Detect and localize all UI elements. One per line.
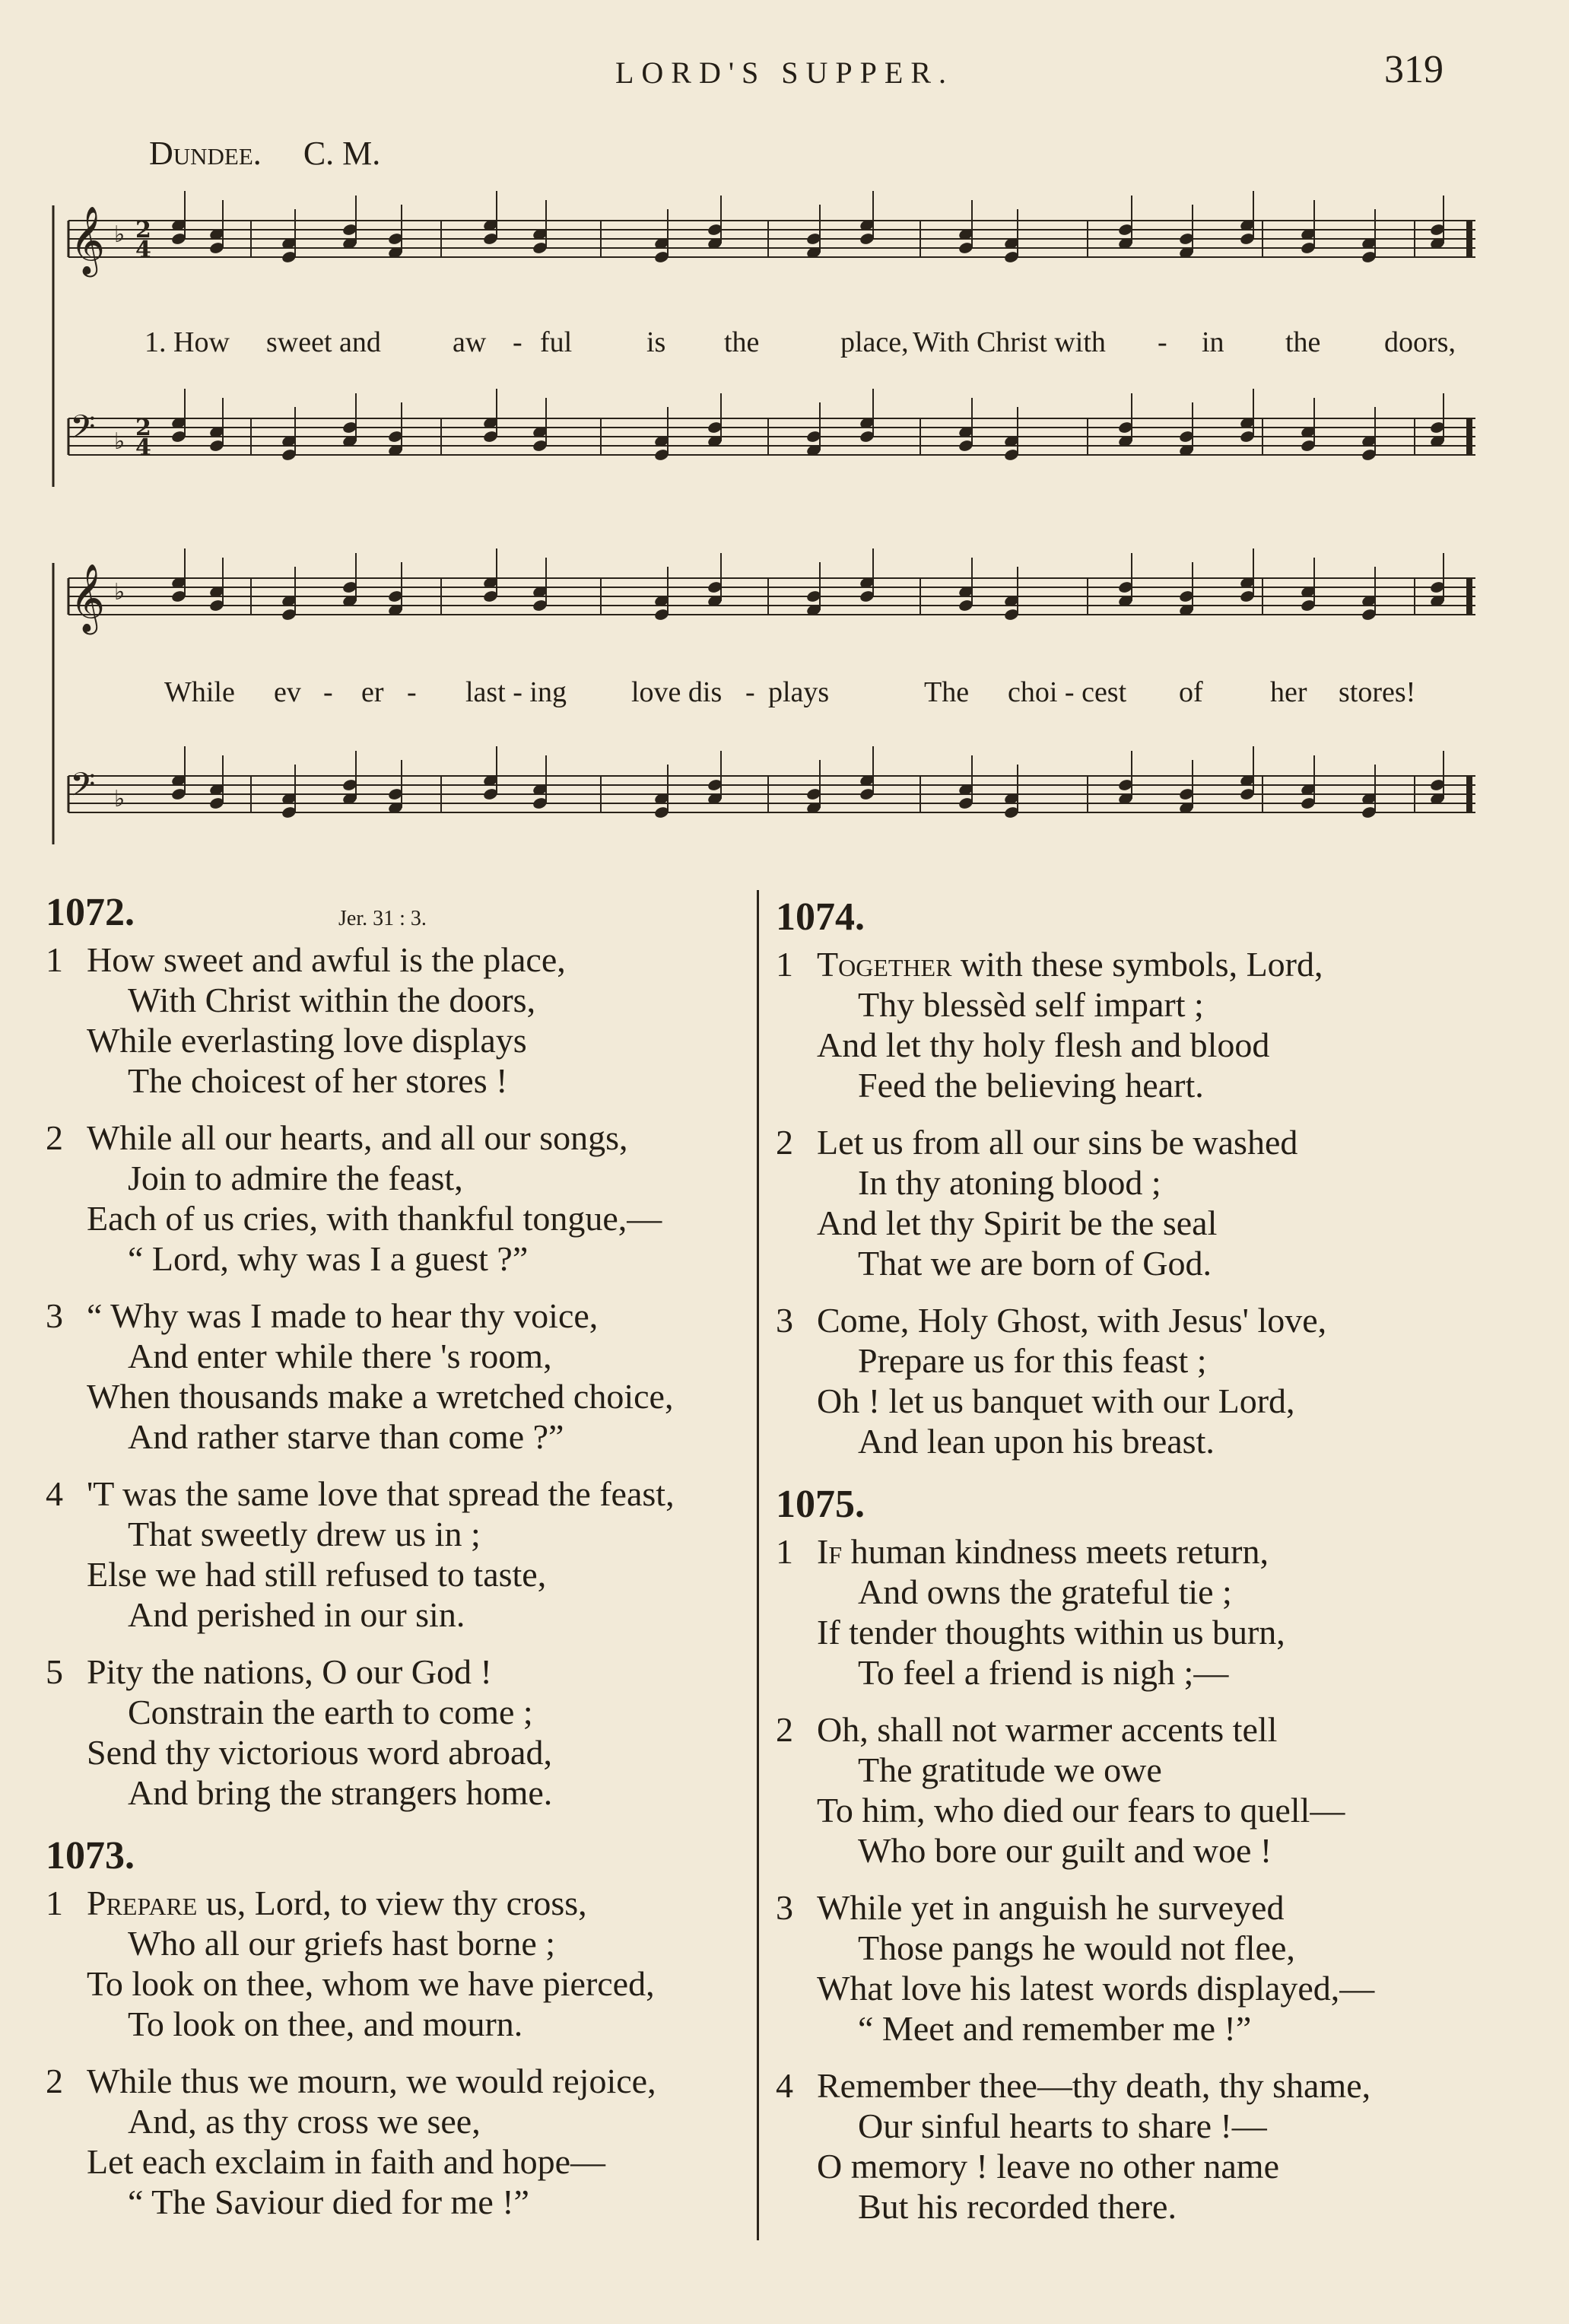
- verse-line: [46, 1732, 753, 1772]
- line-text: Our sinful hearts to share !—: [858, 2106, 1267, 2145]
- lyric-syllable: in: [1202, 326, 1224, 358]
- stanza-number: 1: [46, 1884, 63, 1922]
- line-text: Prepare us for this feast ;: [858, 1341, 1207, 1380]
- line-text: with these symbols, Lord,: [951, 945, 1323, 984]
- verse-line: [46, 1336, 753, 1376]
- verse-line: [776, 984, 1506, 1025]
- scripture-reference: Jer. 31 : 3.: [338, 907, 427, 930]
- stanza-number: 1: [46, 940, 63, 979]
- line-text: To him, who died our fears to quell—: [817, 1791, 1345, 1830]
- stanza-number: 2: [776, 1710, 793, 1749]
- time-signature-top: 2: [135, 217, 151, 243]
- music-system-2: [46, 540, 1483, 860]
- line-text: The gratitude we owe: [858, 1750, 1162, 1789]
- verse-line: [46, 2101, 753, 2141]
- line-text: Let each exclaim in faith and hope—: [87, 2142, 606, 2181]
- time-signature-top: 2: [135, 415, 151, 441]
- stanza: [776, 1531, 1506, 1693]
- line-text: That we are born of God.: [858, 1244, 1212, 1283]
- lyric-syllable: love dis: [631, 676, 723, 708]
- verse-line: [776, 1381, 1506, 1421]
- verse-line: [46, 1923, 753, 1963]
- verse-line: [46, 1594, 753, 1635]
- lyric-syllable: is: [646, 326, 666, 358]
- verse-line: [46, 1474, 753, 1514]
- verse-line: [46, 1416, 753, 1457]
- line-text: Come, Holy Ghost, with Jesus' love,: [817, 1301, 1327, 1340]
- verse-line: [46, 1376, 753, 1416]
- lyric-syllable: of: [1179, 676, 1203, 708]
- stanza-number: 2: [776, 1123, 793, 1162]
- verse-line: [776, 1887, 1506, 1928]
- hymn-number-text: 1075.: [776, 1483, 865, 1526]
- flat-icon: ♭: [114, 786, 125, 812]
- lyric-syllable: -: [407, 676, 417, 708]
- lyric-syllable: With Christ with: [913, 326, 1106, 358]
- line-text: And, as thy cross we see,: [128, 2102, 481, 2141]
- verse-line: [46, 1963, 753, 2004]
- stanza: [776, 2065, 1506, 2227]
- verse-line: [776, 2065, 1506, 2106]
- hymn-number-text: 1074.: [776, 895, 865, 939]
- tune-title: [149, 134, 380, 173]
- lyric-syllable: -: [323, 676, 333, 708]
- line-text: Else we had still refused to taste,: [87, 1555, 547, 1594]
- stanza: [46, 939, 753, 1101]
- lyric-syllable: -: [1158, 326, 1167, 358]
- line-text: Constrain the earth to come ;: [128, 1693, 533, 1731]
- verse-line: [776, 2008, 1506, 2049]
- line-text: And let thy Spirit be the seal: [817, 1203, 1218, 1242]
- bass-clef-icon: 𝄢: [70, 766, 96, 812]
- line-text: Join to admire the feast,: [128, 1159, 463, 1197]
- line-text: O memory ! leave no other name: [817, 2147, 1279, 2186]
- stanza: [46, 2061, 753, 2222]
- verse-line: [46, 1296, 753, 1336]
- stanza-number: 1: [776, 1532, 793, 1571]
- line-text: How sweet and awful is the place,: [87, 940, 566, 979]
- page-number: 319: [1384, 48, 1444, 91]
- verse-line: [46, 1652, 753, 1692]
- stanza-number: 4: [776, 2066, 793, 2105]
- stanza: [776, 1887, 1506, 2049]
- line-text: “ The Saviour died for me !”: [128, 2183, 529, 2221]
- line-text: “ Lord, why was I a guest ?”: [128, 1239, 529, 1278]
- hymn-1: [46, 1830, 753, 2222]
- verse-line: [46, 1238, 753, 1279]
- stanza-number: 2: [46, 2062, 63, 2100]
- line-text: And perished in our sin.: [128, 1595, 465, 1634]
- stanza-number: 3: [776, 1301, 793, 1340]
- verse-line: [776, 1612, 1506, 1652]
- verse-line: [776, 1025, 1506, 1065]
- line-text: While thus we mourn, we would rejoice,: [87, 2062, 656, 2100]
- line-text: Feed the believing heart.: [858, 1066, 1204, 1105]
- hymn-3: [776, 1478, 1506, 2227]
- verse-line: [776, 1790, 1506, 1830]
- line-text: That sweetly drew us in ;: [128, 1515, 481, 1553]
- verse-line: [46, 1514, 753, 1554]
- line-text: “ Why was I made to hear thy voice,: [87, 1296, 599, 1335]
- verse-line: [46, 2061, 753, 2101]
- hymn-0: [46, 886, 753, 1813]
- line-text: Who bore our guilt and woe !: [858, 1831, 1272, 1870]
- flat-icon: ♭: [114, 428, 125, 455]
- hymn-number: [776, 891, 1506, 944]
- verse-line: [776, 1709, 1506, 1750]
- verse-line: [46, 939, 753, 980]
- lyric-syllable: the: [724, 326, 760, 358]
- verse-line: [776, 1340, 1506, 1381]
- lyric-syllable: the: [1285, 326, 1321, 358]
- lyric-syllable: place,: [840, 326, 909, 358]
- column-divider: [757, 890, 759, 2240]
- verse-line: [776, 1300, 1506, 1340]
- verse-line: [46, 1883, 753, 1923]
- verse-line: [46, 980, 753, 1020]
- stanza: [46, 1474, 753, 1635]
- right-column: [776, 886, 1506, 2243]
- stanza-number: 5: [46, 1652, 63, 1691]
- line-text: Remember thee—thy death, thy shame,: [817, 2066, 1371, 2105]
- verse-line: [776, 1122, 1506, 1162]
- line-text: And rather starve than come ?”: [128, 1417, 564, 1456]
- lyric-syllable: -: [745, 676, 755, 708]
- line-text: Oh ! let us banquet with our Lord,: [817, 1381, 1295, 1420]
- lyric-syllable: choi - cest: [1008, 676, 1127, 708]
- hymn-number-text: 1072.: [46, 891, 135, 934]
- lead-word: Prepare: [87, 1884, 198, 1922]
- lyric-syllable: ful: [540, 326, 573, 358]
- lyric-line-2: [46, 676, 1483, 714]
- line-text: To look on thee, whom we have pierced,: [87, 1964, 655, 2003]
- verse-line: [46, 1772, 753, 1813]
- stanza-number: 3: [776, 1888, 793, 1927]
- verse-line: [46, 1158, 753, 1198]
- running-head: LORD'S SUPPER.: [615, 56, 954, 90]
- treble-clef-icon: 𝄞: [70, 206, 106, 275]
- lyric-syllable: er: [361, 676, 384, 708]
- lyric-syllable: her: [1270, 676, 1307, 708]
- verse-line: [776, 1968, 1506, 2008]
- verse-line: [776, 1243, 1506, 1283]
- stanza: [46, 1296, 753, 1457]
- verse-line: [776, 1830, 1506, 1871]
- verse-line: [776, 1421, 1506, 1461]
- stanza: [776, 1709, 1506, 1871]
- line-text: And owns the grateful tie ;: [858, 1572, 1232, 1611]
- line-text: While yet in anguish he surveyed: [817, 1888, 1285, 1927]
- verse-line: [776, 2106, 1506, 2146]
- left-column: [46, 886, 753, 2239]
- line-text: If tender thoughts within us burn,: [817, 1613, 1285, 1652]
- stanza-number: 1: [776, 945, 793, 984]
- hymn-number: [776, 1478, 1506, 1531]
- treble-clef-icon: 𝄞: [70, 564, 106, 632]
- stanza: [776, 1300, 1506, 1461]
- line-text: In thy atoning blood ;: [858, 1163, 1161, 1202]
- stanza-number: 2: [46, 1118, 63, 1157]
- line-text: Pity the nations, O our God !: [87, 1652, 492, 1691]
- lyric-syllable: sweet and: [266, 326, 381, 358]
- line-text: Who all our griefs hast borne ;: [128, 1924, 556, 1963]
- verse-line: [46, 2004, 753, 2044]
- lyric-syllable: aw: [453, 326, 487, 358]
- line-text: And enter while there 's room,: [128, 1337, 552, 1375]
- lyric-syllable: last - ing: [465, 676, 567, 708]
- verse-line: [776, 1203, 1506, 1243]
- lead-word: If: [817, 1532, 843, 1571]
- hymn-number: [46, 1830, 753, 1883]
- line-text: While everlasting love displays: [87, 1021, 527, 1060]
- line-text: What love his latest words displayed,—: [817, 1969, 1375, 2008]
- flat-icon: ♭: [114, 579, 125, 606]
- stanza: [46, 1883, 753, 2044]
- stanza: [776, 1122, 1506, 1283]
- verse-line: [776, 1652, 1506, 1693]
- line-text: human kindness meets return,: [842, 1532, 1269, 1571]
- hymn-number-text: 1073.: [46, 1834, 135, 1877]
- verse-line: [46, 1117, 753, 1158]
- verse-line: [46, 2141, 753, 2182]
- verse-line: [776, 1928, 1506, 1968]
- line-text: Those pangs he would not flee,: [858, 1928, 1295, 1967]
- lyric-syllable: doors,: [1384, 326, 1456, 358]
- stanza-number: 3: [46, 1296, 63, 1335]
- lyric-syllable: ev: [274, 676, 301, 708]
- line-text: Send thy victorious word abroad,: [87, 1733, 552, 1772]
- lyric-line-1: [46, 326, 1483, 364]
- line-text: Thy blessèd self impart ;: [858, 985, 1204, 1024]
- lyric-syllable: The: [924, 676, 970, 708]
- line-text: Each of us cries, with thankful tongue,—: [87, 1199, 662, 1238]
- verse-line: [776, 1572, 1506, 1612]
- line-text: But his recorded there.: [858, 2187, 1177, 2226]
- line-text: To feel a friend is nigh ;—: [858, 1653, 1229, 1692]
- verse-line: [46, 1060, 753, 1101]
- verse-line: [776, 1531, 1506, 1572]
- line-text: And bring the strangers home.: [128, 1773, 553, 1812]
- bass-clef-icon: 𝄢: [70, 409, 96, 454]
- verse-line: [46, 1692, 753, 1732]
- lyric-syllable: stores!: [1339, 676, 1416, 708]
- verse-line: [776, 2186, 1506, 2227]
- time-signature-bottom: 4: [135, 434, 151, 461]
- line-text: us, Lord, to view thy cross,: [197, 1884, 587, 1922]
- verse-line: [776, 2146, 1506, 2186]
- verse-line: [776, 1065, 1506, 1105]
- flat-icon: ♭: [114, 221, 125, 248]
- tune-name: Dundee.: [149, 135, 262, 172]
- line-text: Oh, shall not warmer accents tell: [817, 1710, 1278, 1749]
- verse-line: [776, 1750, 1506, 1790]
- line-text: “ Meet and remember me !”: [858, 2009, 1252, 2048]
- music-system-1: [46, 183, 1483, 502]
- verse-line: [46, 1198, 753, 1238]
- stanza: [46, 1117, 753, 1279]
- hymn-number: [46, 886, 753, 939]
- lyric-syllable: While: [164, 676, 235, 708]
- verse-line: [776, 1162, 1506, 1203]
- stanza: [776, 944, 1506, 1105]
- lead-word: Together: [817, 945, 952, 984]
- tune-meter: C. M.: [303, 135, 381, 172]
- line-text: 'T was the same love that spread the feast,: [87, 1474, 675, 1513]
- stanza: [46, 1652, 753, 1813]
- lyric-syllable: 1. How: [145, 326, 230, 358]
- stanza-number: 4: [46, 1474, 63, 1513]
- time-signature-bottom: 4: [135, 237, 151, 263]
- lyric-syllable: -: [513, 326, 522, 358]
- line-text: To look on thee, and mourn.: [128, 2004, 523, 2043]
- line-text: With Christ within the doors,: [128, 981, 536, 1019]
- line-text: While all our hearts, and all our songs,: [87, 1118, 628, 1157]
- line-text: Let us from all our sins be washed: [817, 1123, 1298, 1162]
- verse-line: [46, 2182, 753, 2222]
- line-text: And let thy holy flesh and blood: [817, 1025, 1270, 1064]
- line-text: When thousands make a wretched choice,: [87, 1377, 674, 1416]
- line-text: The choicest of her stores !: [128, 1061, 508, 1100]
- lyric-syllable: plays: [768, 676, 830, 708]
- hymn-2: [776, 891, 1506, 1461]
- line-text: And lean upon his breast.: [858, 1422, 1215, 1461]
- verse-line: [46, 1554, 753, 1594]
- verse-line: [46, 1020, 753, 1060]
- verse-line: [776, 944, 1506, 984]
